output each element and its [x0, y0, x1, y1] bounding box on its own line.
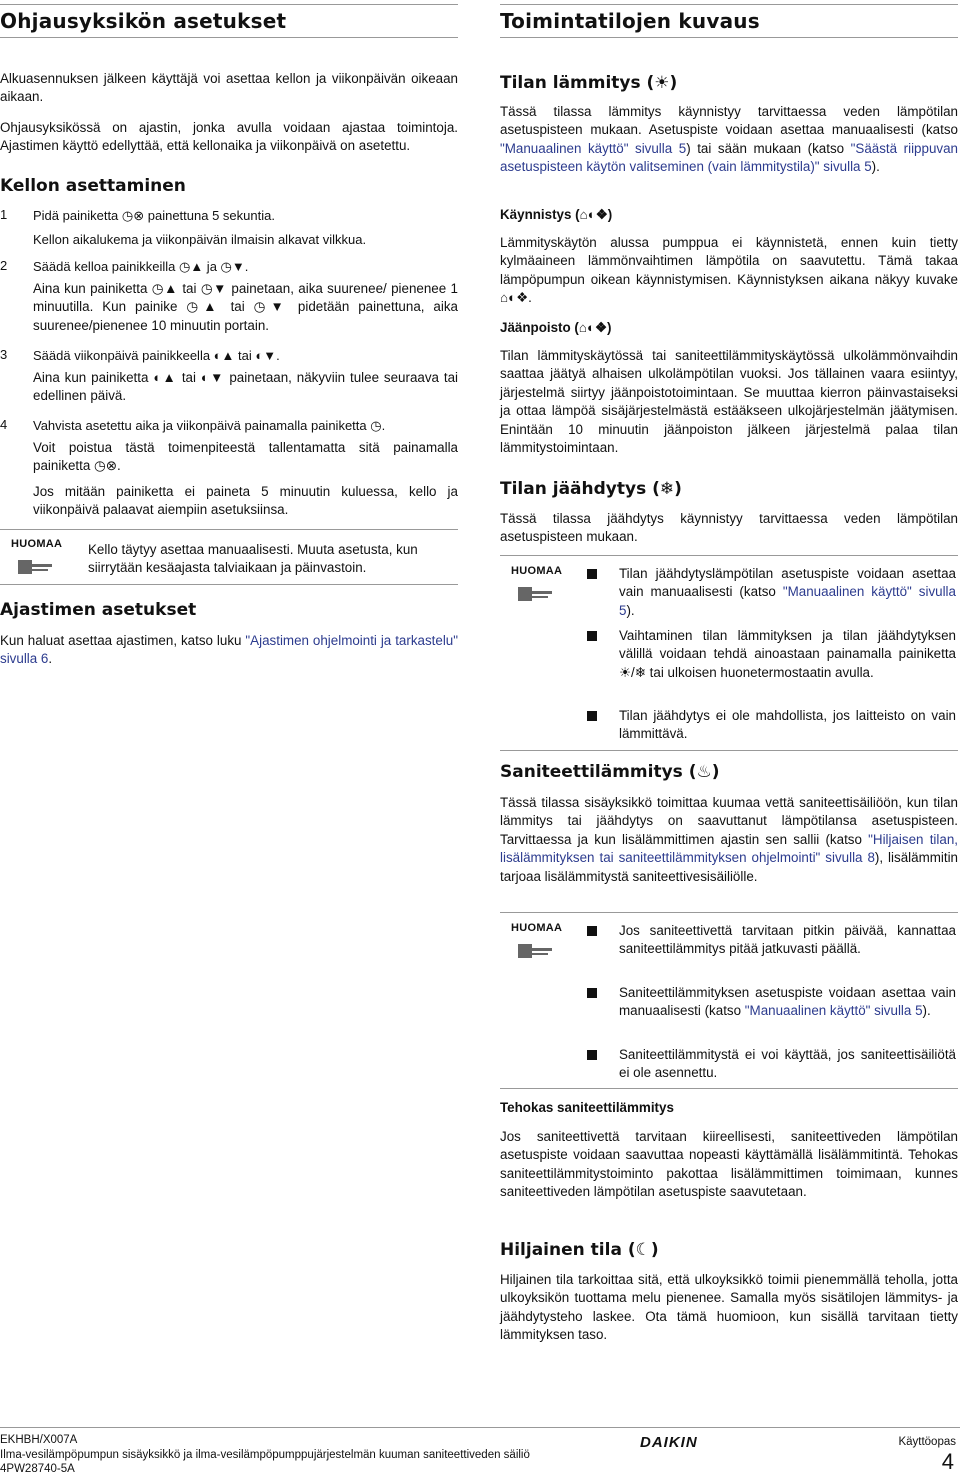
- note-item-text: Tilan jäähdytyslämpötilan asetuspiste voidaan asettaa vain manuaalisesti (katso: [619, 566, 956, 600]
- efficient-dhw-paragraph: Jos saniteettivettä tarvitaan kiireellisesti, saniteettiveden lämpötilan asetuspiste voidaan saavuttaa nopeasti käyttämällä lisälämmitintä. Tehokas saniteettilämmitystoiminto pakottaa lisälämmittimen toimimaan, kunnes saniteettiveden lämpötilan asetuspiste saavutetaan.: [500, 1129, 958, 1200]
- efficient-dhw-heading: Tehokas saniteettilämmitys: [500, 1100, 674, 1115]
- divider: [500, 750, 958, 751]
- dhw-text-end: ), lisälämmitin tarjoaa lisälämmitystä saniteettivesisäiliölle.: [500, 850, 958, 884]
- right-header-title: Toimintatilojen kuvaus: [500, 9, 760, 33]
- step-number: 2: [0, 258, 8, 273]
- list-item: [619, 565, 956, 620]
- divider: [0, 529, 458, 530]
- timer-heading: Ajastimen asetukset: [0, 600, 197, 620]
- note-item-end: ).: [626, 602, 635, 618]
- timer-text-end: .: [48, 651, 53, 667]
- footer-description: Ilma-vesilämpöpumpun sisäyksikkö ja ilma-vesilämpöpumppujärjestelmän kuuman saniteettiveden säiliö: [0, 1449, 530, 1461]
- heat-text-mid: ) tai sään mukaan (katso: [686, 140, 851, 156]
- daikin-logo: DAIKIN: [640, 1434, 698, 1451]
- right-section-header: [500, 4, 958, 38]
- timer-link[interactable]: "Ajastimen ohjelmointi ja tarkastelu" sivulla 6: [0, 633, 458, 667]
- defrost-paragraph: Tilan lämmityskäytössä tai saniteettilämmityskäytössä ulkolämmönvaihdin saattaa jäätyä alhaisen ulkolämpötilan vuoksi. Jos tällainen vaara esiintyy, järjestelmä siirtyy jäänpoistotoimintaan. Se muuttaa kierron päinvastaiseksi ja ottaa lämpöä sisäjärjestelmästä estääkseen ulkojärjestelmän jäätymisen. Enintään 10 minuutin jäänpoiston jälkeen järjestelmä palaa tilan lämmitystoimintaan.: [500, 348, 958, 456]
- dhw-text: Tässä tilassa sisäyksikkö toimittaa kuumaa vettä saniteettisäiliöön, kun tilan lämmitys tai jäähdytys on saavuttanut lämpötilansa asetuspisteen. Tarvittaessa ja kun lisälämmittimen ajastin sen sallii (katso: [500, 795, 958, 847]
- footer-divider: [0, 1427, 960, 1428]
- heat-link-manual[interactable]: "Manuaalinen käyttö" sivulla 5: [500, 140, 687, 156]
- step-text: Pidä painiketta ◷⊗ painettuna 5 sekuntia.: [33, 208, 275, 223]
- intro-paragraph-2: Ohjausyksikössä on ajastin, jonka avulla voidaan ajastaa toimintoja. Ajastimen käyttö edellyttää, että kellonaika ja viikonpäivä on asetettu.: [0, 120, 458, 154]
- defrost-heading: Jäänpoisto (⌂◐❖): [500, 320, 612, 335]
- quiet-mode-paragraph: Hiljainen tila tarkoittaa sitä, että ulkoyksikkö toimii pienemmällä teholla, jotta ulkoyksikön tuottama melu pienenee. Samalla myös sisätilojen lämmitys- ja jäähdytysteho laskee. Ota tämä huomioon, kun sisällä tarvitaan tietty lämmityksen taso.: [500, 1272, 958, 1343]
- space-heating-paragraph: [500, 103, 958, 177]
- step-4: [0, 417, 458, 527]
- footer-code: 4PW28740-5A: [0, 1463, 75, 1475]
- divider: [500, 912, 958, 913]
- list-item: [619, 984, 956, 1021]
- startup-paragraph: Lämmityskäytön alussa pumppua ei käynnistetä, ennen kuin tietty kylmäaineen lämmönvaihtimen lämpötila on saavutettu. Tämä takaa lämpöpumpun oikean käynnistymisen. Käynnistyksen aikana näkyy kuvake ⌂◐❖.: [500, 235, 958, 306]
- step-subtext: Aina kun painiketta ◐▲ tai ◐▼ painetaan, näkyviin tulee seuraava tai edellinen päivä.: [33, 370, 458, 404]
- note-item-link[interactable]: "Manuaalinen käyttö" sivulla 5: [744, 1003, 923, 1019]
- step-1: [0, 207, 458, 247]
- heat-link-weather[interactable]: "Säästä riippuvan asetuspisteen käytön valitseminen (vain lämmitystila)" sivulla 5: [500, 140, 958, 175]
- footer-doc-type: Käyttöopas: [898, 1436, 956, 1448]
- page-number: 4: [941, 1449, 954, 1474]
- timer-text: Kun haluat asettaa ajastimen, katso luku: [0, 633, 246, 648]
- note-item-text: Saniteettilämmityksen asetuspiste voidaan asettaa vain manuaalisesti (katso: [619, 985, 956, 1019]
- note-text: Kello täytyy asettaa manuaalisesti. Muuta asetusta, kun siirrytään kesäajasta talviaikaan ja päinvastoin.: [88, 542, 418, 576]
- dhw-heading: Saniteettilämmitys (♨): [500, 762, 720, 782]
- list-item: Jos saniteettivettä tarvitaan pitkin päivää, kannattaa saniteettilämmitys pitää jatkuvasti päällä.: [619, 923, 956, 957]
- footer-model: EKHBH/X007A: [0, 1434, 78, 1446]
- left-column: [0, 0, 458, 667]
- bullet-icon: [587, 988, 597, 998]
- step-subtext: Voit poistua tästä toimenpiteestä tallentamatta sitä painamalla painiketta ◷⊗.: [33, 440, 458, 474]
- cooling-notes-list: [500, 565, 958, 745]
- divider: [500, 555, 958, 556]
- left-section-header: [0, 4, 458, 38]
- divider: [0, 584, 458, 585]
- heat-text-end: ).: [871, 159, 880, 175]
- list-item: Tilan jäähdytys ei ole mahdollista, jos laitteisto on vain lämmittävä.: [619, 708, 956, 742]
- note-item-end: ).: [922, 1003, 931, 1019]
- quiet-mode-heading: Hiljainen tila (☾): [500, 1240, 659, 1260]
- space-heating-heading: Tilan lämmitys (☀): [500, 73, 678, 93]
- heat-text: Tässä tilassa lämmitys käynnistyy tarvittaessa veden lämpötilan asetuspisteen mukaan. Asetuspiste voidaan asettaa manuaalisesti (katso: [500, 104, 958, 138]
- note-label: HUOMAA: [511, 565, 563, 577]
- bullet-icon: [587, 711, 597, 721]
- space-cooling-heading: Tilan jäähdytys (❄): [500, 479, 682, 499]
- step-subtext: Kellon aikalukema ja viikonpäivän ilmaisin alkavat vilkkua.: [33, 232, 367, 247]
- dhw-notes-list: [500, 922, 958, 1087]
- dhw-link[interactable]: "Hiljaisen tilan, lisälämmityksen tai saniteettilämmityksen ohjelmointi" sivulla 8: [500, 831, 958, 866]
- list-item: Vaihtaminen tilan lämmityksen ja tilan jäähdytyksen välillä voidaan tehdä ainoastaan painamalla painiketta ☀/❄ tai ulkoisen huonetermostaatin avulla.: [619, 628, 956, 680]
- step-3: [0, 347, 458, 407]
- right-column: [500, 0, 958, 1343]
- hand-note-icon: [14, 558, 54, 583]
- step-text: Vahvista asetettu aika ja viikonpäivä painamalla painiketta ◷.: [33, 418, 386, 433]
- timer-paragraph: [0, 632, 458, 669]
- divider: [500, 1088, 958, 1089]
- step-number: 3: [0, 347, 8, 362]
- bullet-icon: [587, 926, 597, 936]
- startup-heading: Käynnistys (⌂◐❖): [500, 207, 613, 222]
- note-label: HUOMAA: [11, 538, 63, 550]
- list-item: Saniteettilämmitystä ei voi käyttää, jos saniteettisäiliötä ei ole asennettu.: [619, 1047, 956, 1081]
- dhw-paragraph: [500, 794, 958, 886]
- step-subtext: Aina kun painiketta ◷▲ tai ◷▼ painetaan, aika suurenee/ pienenee 1 minuutilla. Kun painike ◷▲ tai ◷▼ pidetään painettuna, aika suurenee/pienenee 10 minuutin portain.: [33, 281, 458, 333]
- step-text: Säädä viikonpäivä painikkeella ◐▲ tai ◐▼.: [33, 348, 280, 363]
- note-item-link[interactable]: "Manuaalinen käyttö" sivulla 5: [619, 584, 956, 618]
- bullet-icon: [587, 569, 597, 579]
- bullet-icon: [587, 631, 597, 641]
- space-cooling-paragraph: Tässä tilassa jäähdytys käynnistyy tarvittaessa veden lämpötilan asetuspisteen mukaan.: [500, 511, 958, 545]
- bullet-icon: [587, 1050, 597, 1060]
- step-2: [0, 258, 458, 338]
- step-number: 4: [0, 417, 8, 432]
- step-text: Säädä kelloa painikkeilla ◷▲ ja ◷▼.: [33, 259, 249, 274]
- note-label: HUOMAA: [511, 922, 563, 934]
- intro-paragraph-1: Alkuasennuksen jälkeen käyttäjä voi asettaa kellon ja viikonpäivän oikeaan aikaan.: [0, 71, 458, 105]
- step-subtext-2: Jos mitään painiketta ei paineta 5 minuutin kuluessa, kello ja viikonpäivä palaavat aiempiin asetuksiinsa.: [33, 484, 458, 518]
- step-number: 1: [0, 207, 8, 222]
- left-header-title: Ohjausyksikön asetukset: [0, 9, 287, 33]
- clock-setting-heading: Kellon asettaminen: [0, 176, 186, 196]
